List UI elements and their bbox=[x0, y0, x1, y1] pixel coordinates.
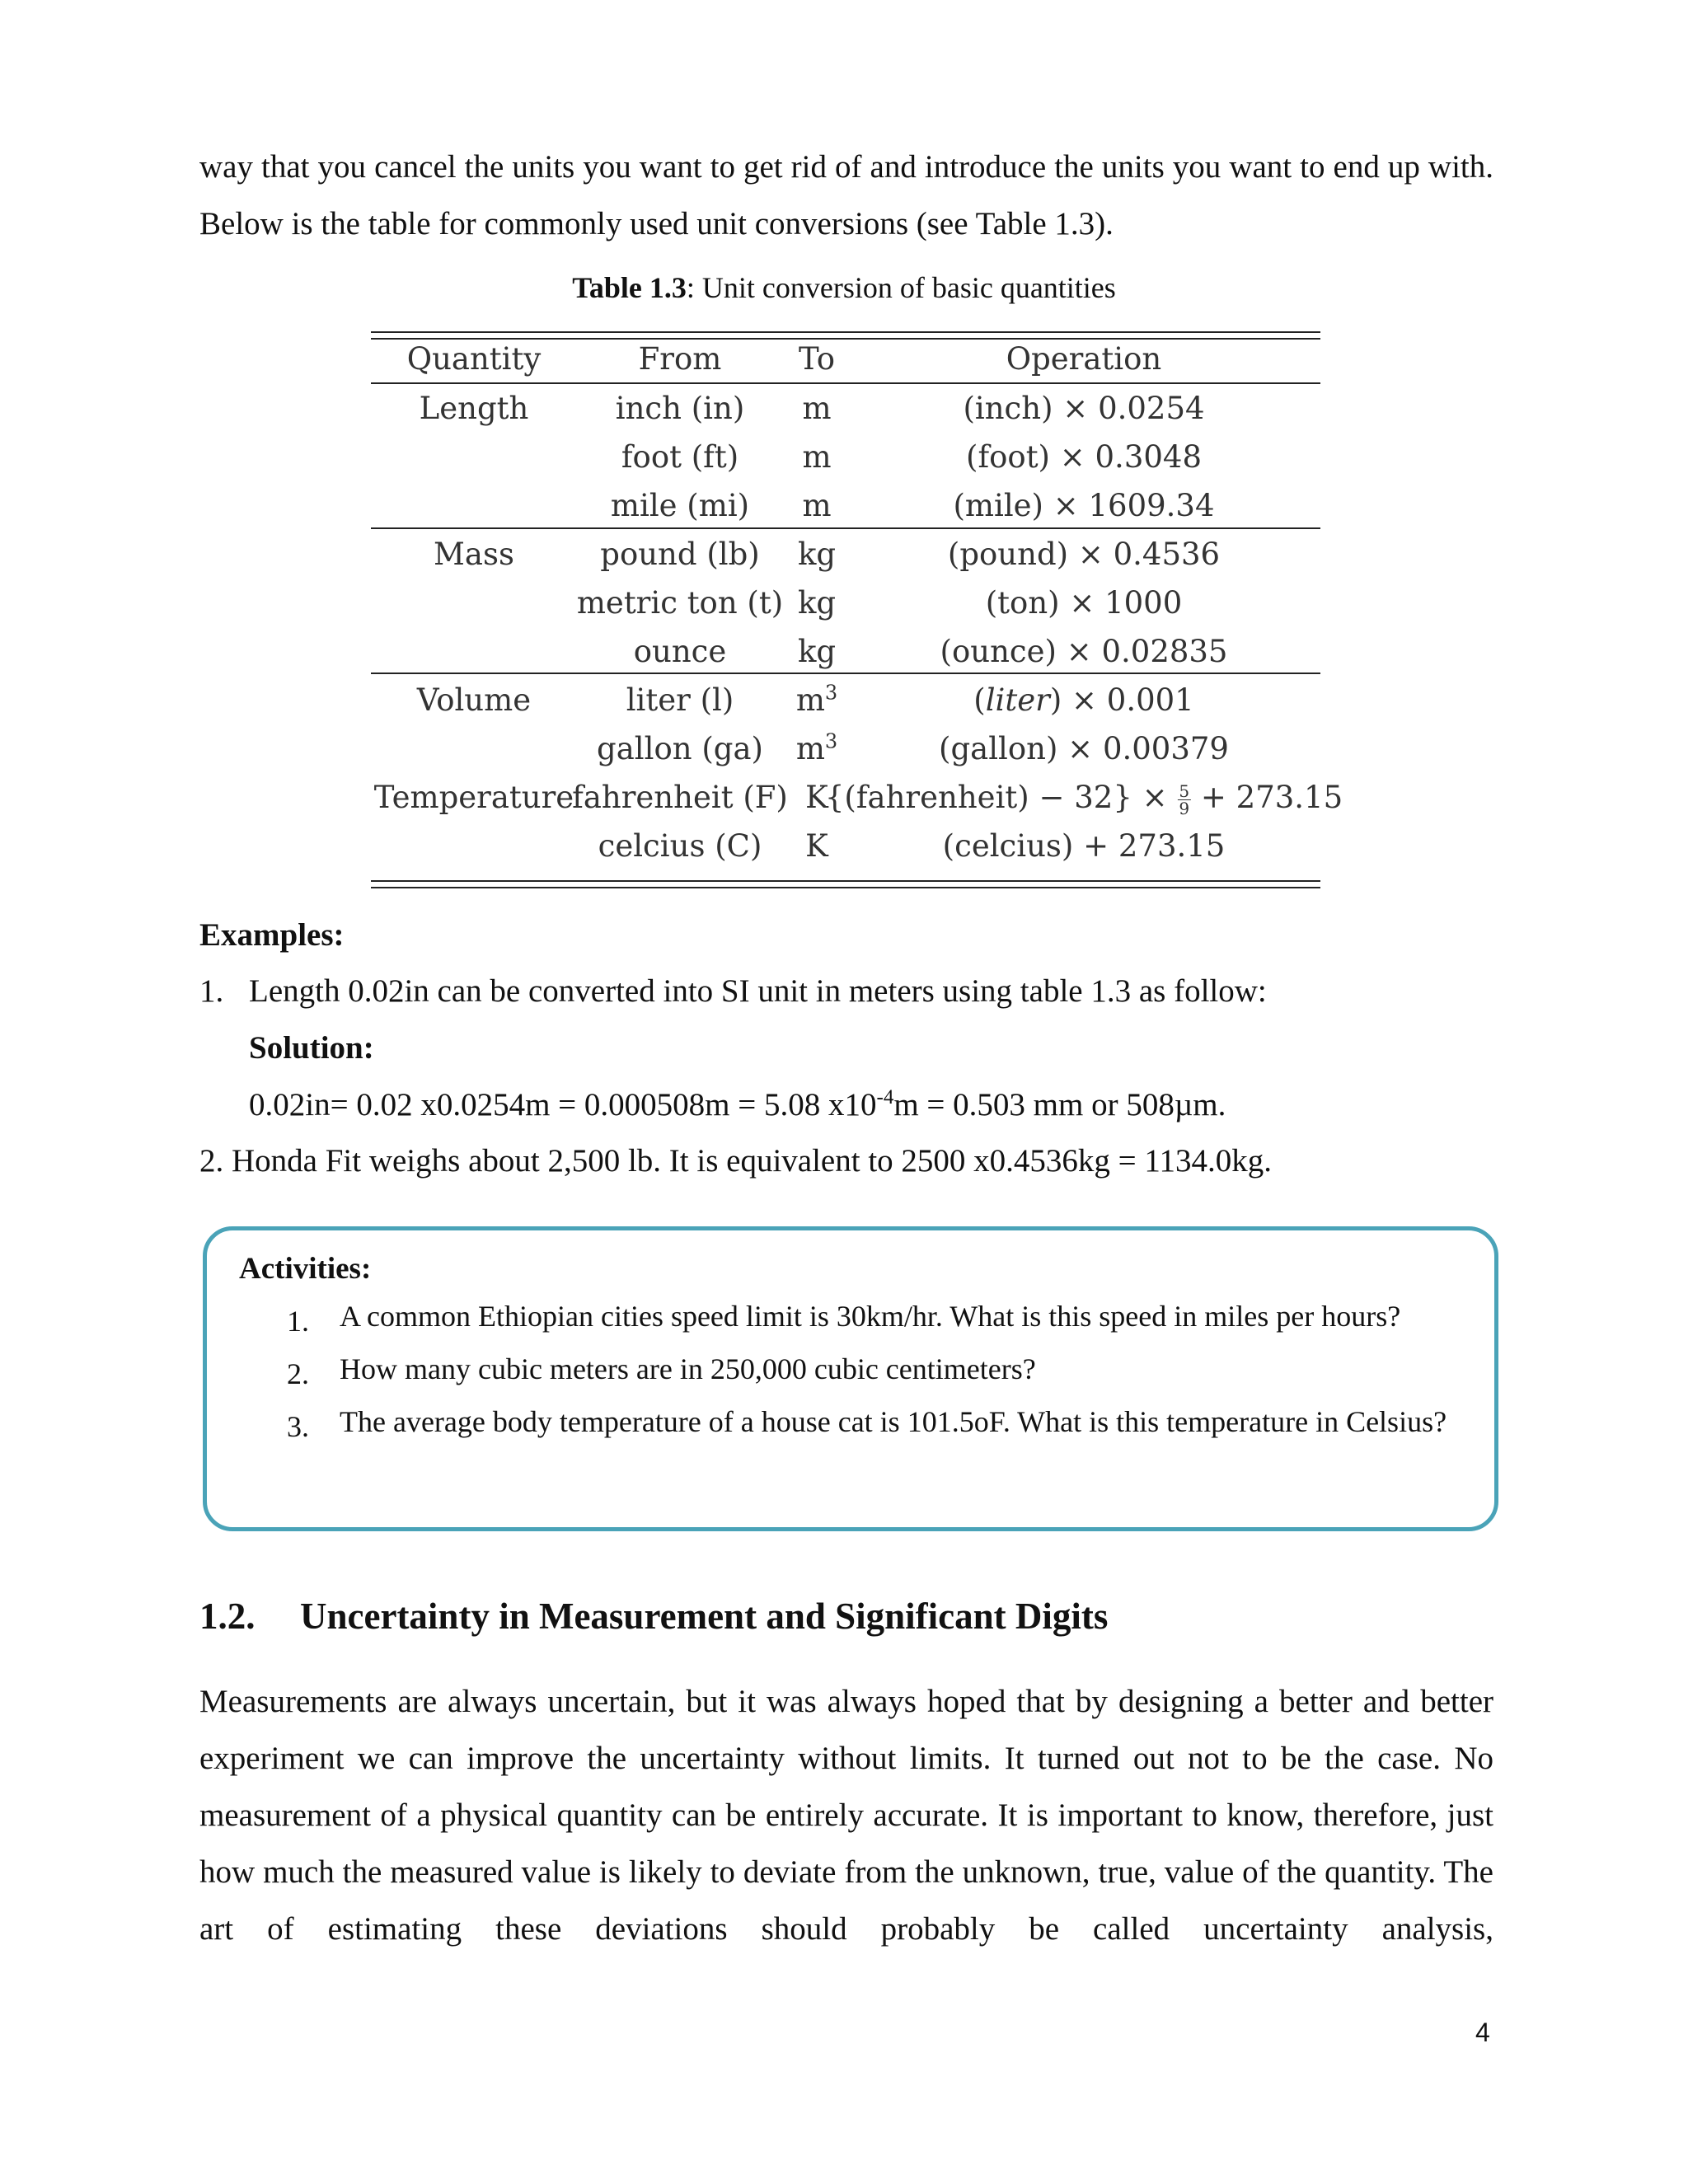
op-rest: ) × 0.001 bbox=[1049, 682, 1194, 718]
table-cell-to: kg bbox=[797, 585, 837, 621]
table-cell-operation bbox=[973, 682, 1193, 719]
table-cell-operation: (inch) × 0.0254 bbox=[963, 391, 1205, 426]
table-cell-quantity: Mass bbox=[434, 537, 514, 572]
unit-exponent: 3 bbox=[824, 729, 838, 753]
table-cell-from: inch (in) bbox=[615, 391, 745, 426]
fraction-denominator: 9 bbox=[1179, 799, 1190, 818]
table-top-rule-2 bbox=[371, 338, 1320, 340]
section-heading bbox=[199, 1595, 1108, 1638]
solution-rest: m = 0.503 mm or 508µm. bbox=[893, 1087, 1226, 1122]
unit-exponent: 3 bbox=[824, 681, 838, 705]
solution-text bbox=[249, 1086, 1226, 1123]
table-cell-quantity: Length bbox=[419, 391, 529, 426]
table-cell-from: ounce bbox=[633, 634, 727, 669]
table-group-rule bbox=[371, 673, 1320, 674]
unit-text: m bbox=[795, 682, 825, 718]
table-cell-from: fahrenheit (F) bbox=[572, 780, 788, 815]
section-title: Uncertainty in Measurement and Significant Digits bbox=[300, 1596, 1109, 1637]
table-group-rule bbox=[371, 527, 1320, 529]
table-cell-from: metric ton (t) bbox=[576, 585, 784, 621]
unit-text: m bbox=[795, 731, 825, 766]
table-cell-operation: (ton) × 1000 bbox=[985, 585, 1183, 621]
activity-text: A common Ethiopian cities speed limit is 30km/hr. What is this speed in miles per hours? bbox=[340, 1300, 1401, 1333]
table-cell-to: m bbox=[802, 488, 832, 523]
table-caption-label: Table 1.3 bbox=[572, 271, 687, 304]
example-1-text: Length 0.02in can be converted into SI unit in meters using table 1.3 as follow: bbox=[249, 973, 1267, 1009]
table-cell-from: celcius (C) bbox=[598, 828, 762, 864]
table-cell-to: kg bbox=[797, 634, 837, 669]
example-1-number: 1. bbox=[199, 973, 224, 1009]
activities-title: Activities: bbox=[239, 1252, 372, 1286]
table-header-rule bbox=[371, 382, 1320, 384]
table-cell-from: foot (ft) bbox=[621, 439, 739, 475]
solution-label: Solution: bbox=[249, 1030, 374, 1066]
table-cell-from: pound (lb) bbox=[600, 537, 760, 572]
table-cell-operation: (foot) × 0.3048 bbox=[966, 439, 1202, 475]
fraction bbox=[1177, 783, 1191, 817]
solution-exponent: -4 bbox=[876, 1086, 894, 1108]
op-offset: + 273.15 bbox=[1200, 780, 1343, 815]
fraction-numerator: 5 bbox=[1179, 781, 1190, 801]
activity-number: 2. bbox=[287, 1357, 309, 1390]
table-cell-operation: (pound) × 0.4536 bbox=[947, 537, 1221, 572]
table-cell-to bbox=[796, 682, 837, 719]
table-cell-quantity: Volume bbox=[416, 682, 532, 718]
activity-text: The average body temperature of a house cat is 101.5oF. What is this temperature in Celsius? bbox=[340, 1405, 1447, 1438]
op-formula: {(fahrenheit) − 32} × bbox=[824, 780, 1168, 815]
table-header: To bbox=[798, 341, 836, 377]
table-cell-operation: (mile) × 1609.34 bbox=[953, 488, 1215, 523]
activity-number: 1. bbox=[287, 1305, 309, 1338]
table-cell-operation bbox=[825, 780, 1343, 817]
table-cell-to: K bbox=[805, 828, 828, 864]
table-cell-to: m bbox=[802, 439, 832, 475]
solution-main: 0.02in= 0.02 x0.0254m = 0.000508m = 5.08 x10 bbox=[249, 1087, 877, 1122]
table-top-rule bbox=[371, 331, 1320, 333]
table-caption-text: : Unit conversion of basic quantities bbox=[686, 271, 1116, 304]
table-cell-operation: (celcius) + 273.15 bbox=[942, 828, 1226, 864]
table-cell-from: liter (l) bbox=[626, 682, 734, 718]
table-cell-operation: (gallon) × 0.00379 bbox=[939, 731, 1229, 766]
body-paragraph: Measurements are always uncertain, but it was always hoped that by designing a better and better experiment we can improve the uncertainty without limits. It turned out not to be the case. No measurement of a physical quantity can be entirely accurate. It is important to know, therefore, just how much the measured value is likely to deviate from the unknown, true, value of the quantity. The art of estimating these deviations should probably be called uncertainty analysis, bbox=[199, 1684, 1493, 1947]
activity-number: 3. bbox=[287, 1410, 309, 1443]
table-bottom-rule bbox=[371, 880, 1320, 882]
table-header: Operation bbox=[1006, 341, 1162, 377]
table-cell-to bbox=[796, 731, 837, 767]
page-number: 4 bbox=[1475, 2018, 1490, 2047]
examples-heading: Examples: bbox=[199, 917, 345, 953]
conversion-table bbox=[371, 331, 1343, 888]
table-caption bbox=[0, 270, 1688, 305]
table-cell-to: K bbox=[805, 780, 828, 815]
table-header: Quantity bbox=[406, 341, 542, 377]
intro-paragraph: way that you cancel the units you want to get rid of and introduce the units you want to end up with. Below is the table for commonly used unit conversions (see Table 1.3). bbox=[199, 149, 1493, 241]
table-cell-from: gallon (ga) bbox=[597, 731, 763, 766]
table-cell-to: kg bbox=[797, 537, 837, 572]
table-cell-quantity: Temperature bbox=[373, 780, 574, 815]
table-header: From bbox=[638, 341, 722, 377]
section-number: 1.2. bbox=[199, 1596, 256, 1637]
table-cell-operation: (ounce) × 0.02835 bbox=[940, 634, 1228, 669]
table-bottom-rule-2 bbox=[371, 887, 1320, 888]
op-open: ( bbox=[973, 682, 986, 718]
table-cell-to: m bbox=[802, 391, 832, 426]
table-cell-from: mile (mi) bbox=[610, 488, 750, 523]
activity-text: How many cubic meters are in 250,000 cubic centimeters? bbox=[340, 1352, 1036, 1385]
example-2-text: 2. Honda Fit weighs about 2,500 lb. It is equivalent to 2500 x0.4536kg = 1134.0kg. bbox=[199, 1143, 1272, 1179]
op-italic-unit: liter bbox=[985, 682, 1050, 718]
